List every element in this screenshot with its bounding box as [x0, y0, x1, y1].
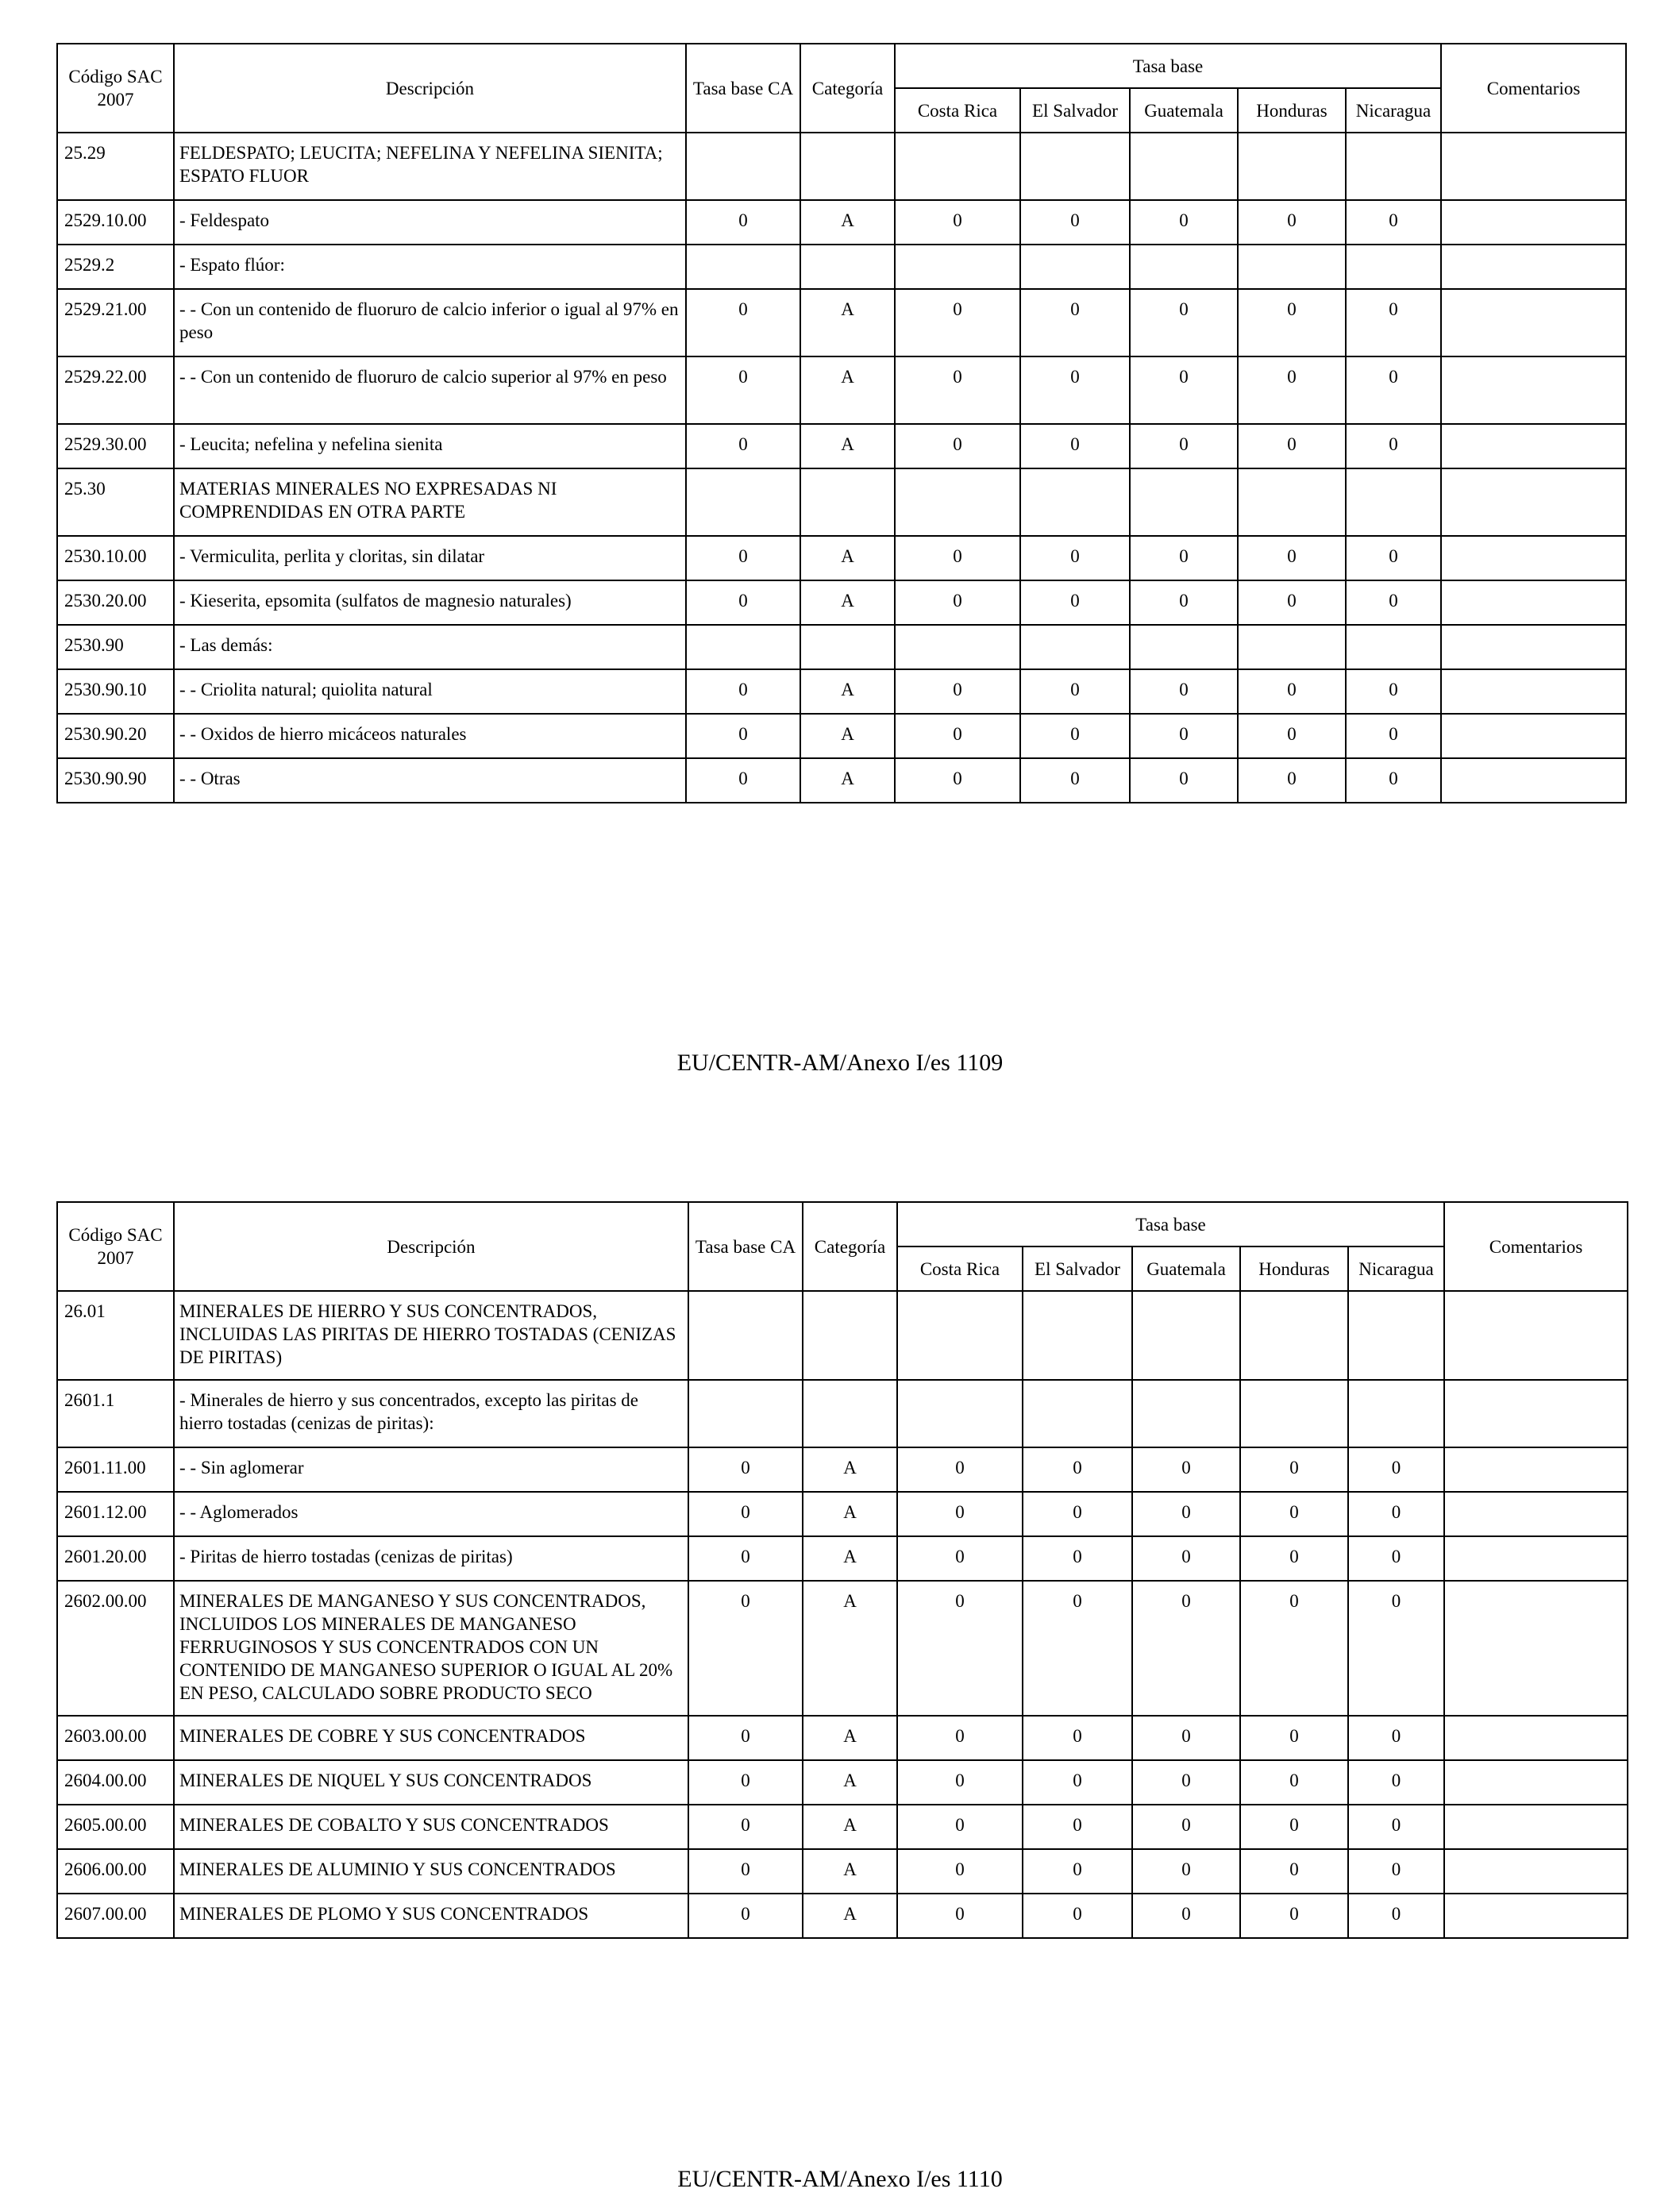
cell-categoria	[800, 133, 895, 200]
header-categoria: Categoría	[803, 1202, 897, 1291]
cell-codigo: 2530.90.20	[57, 714, 174, 758]
table-row	[57, 536, 1626, 580]
table-row	[57, 1805, 1628, 1849]
cell-codigo: 2530.90.10	[57, 669, 174, 714]
cell-descripcion: MINERALES DE COBRE Y SUS CONCENTRADOS	[174, 1716, 688, 1760]
cell-el-salvador: 0	[1023, 1581, 1132, 1716]
cell-codigo: 2601.11.00	[57, 1447, 174, 1492]
cell-nicaragua: 0	[1346, 536, 1441, 580]
cell-comentarios	[1441, 625, 1626, 669]
cell-honduras	[1240, 1291, 1348, 1380]
cell-tasa-base-ca: 0	[688, 1536, 803, 1581]
cell-honduras: 0	[1238, 200, 1346, 245]
cell-el-salvador	[1023, 1291, 1132, 1380]
table-row	[57, 625, 1626, 669]
table-body	[57, 1291, 1628, 1938]
cell-descripcion: MINERALES DE NIQUEL Y SUS CONCENTRADOS	[174, 1760, 688, 1805]
cell-nicaragua: 0	[1346, 758, 1441, 803]
cell-guatemala: 0	[1132, 1805, 1240, 1849]
header-tasa-base-ca: Tasa base CA	[686, 44, 800, 133]
cell-honduras: 0	[1238, 356, 1346, 424]
cell-el-salvador	[1020, 245, 1130, 289]
cell-descripcion: - Vermiculita, perlita y cloritas, sin dilatar	[174, 536, 686, 580]
cell-nicaragua	[1346, 133, 1441, 200]
cell-comentarios	[1441, 758, 1626, 803]
cell-tasa-base-ca: 0	[686, 356, 800, 424]
cell-honduras: 0	[1240, 1536, 1348, 1581]
cell-comentarios	[1441, 468, 1626, 536]
cell-nicaragua: 0	[1348, 1894, 1444, 1938]
cell-codigo: 2529.2	[57, 245, 174, 289]
cell-codigo: 2604.00.00	[57, 1760, 174, 1805]
cell-tasa-base-ca: 0	[686, 424, 800, 468]
cell-guatemala: 0	[1130, 356, 1238, 424]
cell-el-salvador: 0	[1023, 1805, 1132, 1849]
cell-comentarios	[1441, 356, 1626, 424]
table-row	[57, 1894, 1628, 1938]
cell-comentarios	[1444, 1291, 1628, 1380]
cell-descripcion: - - Otras	[174, 758, 686, 803]
cell-el-salvador	[1020, 625, 1130, 669]
cell-tasa-base-ca: 0	[686, 536, 800, 580]
table-row	[57, 714, 1626, 758]
cell-codigo: 26.01	[57, 1291, 174, 1380]
cell-descripcion: - Kieserita, epsomita (sulfatos de magnesio naturales)	[174, 580, 686, 625]
cell-nicaragua: 0	[1346, 424, 1441, 468]
cell-comentarios	[1441, 289, 1626, 356]
cell-descripcion: - Feldespato	[174, 200, 686, 245]
cell-descripcion: MATERIAS MINERALES NO EXPRESADAS NI COMPRENDIDAS EN OTRA PARTE	[174, 468, 686, 536]
cell-comentarios	[1441, 245, 1626, 289]
cell-honduras: 0	[1240, 1447, 1348, 1492]
cell-guatemala: 0	[1130, 758, 1238, 803]
cell-guatemala	[1130, 133, 1238, 200]
cell-nicaragua	[1348, 1380, 1444, 1447]
cell-nicaragua	[1346, 245, 1441, 289]
header-honduras: Honduras	[1238, 88, 1346, 133]
cell-tasa-base-ca: 0	[686, 758, 800, 803]
table-row	[57, 1291, 1628, 1380]
cell-guatemala: 0	[1130, 289, 1238, 356]
cell-codigo: 2601.20.00	[57, 1536, 174, 1581]
cell-guatemala	[1130, 468, 1238, 536]
header-el-salvador: El Salvador	[1023, 1246, 1132, 1291]
cell-costa-rica: 0	[897, 1581, 1023, 1716]
cell-comentarios	[1444, 1894, 1628, 1938]
cell-costa-rica	[895, 625, 1020, 669]
cell-honduras: 0	[1238, 289, 1346, 356]
cell-tasa-base-ca: 0	[688, 1760, 803, 1805]
cell-el-salvador: 0	[1023, 1894, 1132, 1938]
cell-nicaragua: 0	[1346, 669, 1441, 714]
cell-categoria	[803, 1291, 897, 1380]
cell-descripcion: MINERALES DE HIERRO Y SUS CONCENTRADOS, INCLUIDAS LAS PIRITAS DE HIERRO TOSTADAS (CENIZAS DE PIRITAS)	[174, 1291, 688, 1380]
cell-codigo: 2530.90.90	[57, 758, 174, 803]
cell-tasa-base-ca	[688, 1291, 803, 1380]
cell-categoria: A	[800, 714, 895, 758]
cell-descripcion: - - Oxidos de hierro micáceos naturales	[174, 714, 686, 758]
cell-comentarios	[1441, 133, 1626, 200]
cell-categoria: A	[803, 1492, 897, 1536]
cell-comentarios	[1444, 1536, 1628, 1581]
cell-descripcion: - Minerales de hierro y sus concentrados, excepto las piritas de hierro tostadas (cenizas de piritas):	[174, 1380, 688, 1447]
cell-categoria	[800, 625, 895, 669]
cell-descripcion: - - Sin aglomerar	[174, 1447, 688, 1492]
cell-costa-rica	[895, 245, 1020, 289]
header-tasa-base: Tasa base	[897, 1202, 1444, 1246]
header-nicaragua: Nicaragua	[1348, 1246, 1444, 1291]
table-row	[57, 200, 1626, 245]
cell-el-salvador: 0	[1020, 200, 1130, 245]
cell-guatemala: 0	[1132, 1447, 1240, 1492]
cell-nicaragua	[1346, 625, 1441, 669]
cell-categoria: A	[800, 200, 895, 245]
cell-honduras: 0	[1238, 580, 1346, 625]
cell-codigo: 2530.20.00	[57, 580, 174, 625]
cell-el-salvador: 0	[1023, 1760, 1132, 1805]
cell-el-salvador: 0	[1020, 758, 1130, 803]
cell-comentarios	[1441, 536, 1626, 580]
cell-tasa-base-ca: 0	[688, 1805, 803, 1849]
cell-codigo: 2530.90	[57, 625, 174, 669]
cell-guatemala: 0	[1130, 424, 1238, 468]
cell-guatemala: 0	[1130, 669, 1238, 714]
table-header	[57, 44, 1626, 133]
cell-comentarios	[1441, 580, 1626, 625]
cell-categoria: A	[803, 1760, 897, 1805]
cell-nicaragua	[1346, 468, 1441, 536]
cell-guatemala: 0	[1132, 1536, 1240, 1581]
table-header	[57, 1202, 1628, 1291]
cell-nicaragua: 0	[1348, 1716, 1444, 1760]
cell-tasa-base-ca	[686, 133, 800, 200]
cell-codigo: 2530.10.00	[57, 536, 174, 580]
cell-categoria: A	[803, 1581, 897, 1716]
cell-honduras: 0	[1240, 1760, 1348, 1805]
cell-categoria	[800, 245, 895, 289]
cell-el-salvador: 0	[1020, 289, 1130, 356]
cell-tasa-base-ca: 0	[688, 1894, 803, 1938]
cell-costa-rica: 0	[895, 580, 1020, 625]
header-tasa-base-ca: Tasa base CA	[688, 1202, 803, 1291]
cell-comentarios	[1441, 669, 1626, 714]
table-row	[57, 289, 1626, 356]
cell-guatemala: 0	[1130, 580, 1238, 625]
cell-el-salvador: 0	[1020, 580, 1130, 625]
cell-costa-rica	[897, 1291, 1023, 1380]
table-row	[57, 1760, 1628, 1805]
header-costa-rica: Costa Rica	[897, 1246, 1023, 1291]
cell-honduras: 0	[1238, 424, 1346, 468]
cell-guatemala: 0	[1132, 1492, 1240, 1536]
header-comentarios: Comentarios	[1441, 44, 1626, 133]
cell-costa-rica: 0	[897, 1805, 1023, 1849]
cell-nicaragua: 0	[1346, 289, 1441, 356]
cell-descripcion: - Las demás:	[174, 625, 686, 669]
header-costa-rica: Costa Rica	[895, 88, 1020, 133]
cell-el-salvador: 0	[1023, 1716, 1132, 1760]
cell-honduras: 0	[1238, 669, 1346, 714]
cell-guatemala: 0	[1132, 1581, 1240, 1716]
table-row	[57, 245, 1626, 289]
cell-costa-rica	[895, 133, 1020, 200]
cell-categoria: A	[800, 669, 895, 714]
cell-descripcion: - Leucita; nefelina y nefelina sienita	[174, 424, 686, 468]
table-row	[57, 468, 1626, 536]
header-honduras: Honduras	[1240, 1246, 1348, 1291]
cell-el-salvador: 0	[1023, 1447, 1132, 1492]
cell-guatemala: 0	[1132, 1760, 1240, 1805]
cell-honduras	[1240, 1380, 1348, 1447]
cell-nicaragua: 0	[1348, 1447, 1444, 1492]
cell-categoria: A	[803, 1849, 897, 1894]
table-row	[57, 1716, 1628, 1760]
cell-nicaragua: 0	[1348, 1805, 1444, 1849]
cell-honduras: 0	[1240, 1894, 1348, 1938]
cell-comentarios	[1441, 714, 1626, 758]
header-nicaragua: Nicaragua	[1346, 88, 1441, 133]
cell-el-salvador: 0	[1020, 669, 1130, 714]
cell-descripcion: MINERALES DE COBALTO Y SUS CONCENTRADOS	[174, 1805, 688, 1849]
cell-costa-rica: 0	[897, 1716, 1023, 1760]
cell-el-salvador	[1020, 133, 1130, 200]
table-row	[57, 1380, 1628, 1447]
header-codigo: Código SAC 2007	[57, 44, 174, 133]
cell-honduras	[1238, 625, 1346, 669]
cell-honduras: 0	[1240, 1849, 1348, 1894]
cell-codigo: 25.29	[57, 133, 174, 200]
table-body	[57, 133, 1626, 803]
cell-honduras: 0	[1238, 758, 1346, 803]
cell-el-salvador: 0	[1020, 536, 1130, 580]
cell-el-salvador	[1023, 1380, 1132, 1447]
cell-costa-rica	[895, 468, 1020, 536]
cell-codigo: 25.30	[57, 468, 174, 536]
cell-comentarios	[1444, 1380, 1628, 1447]
cell-nicaragua: 0	[1348, 1849, 1444, 1894]
cell-descripcion: - Piritas de hierro tostadas (cenizas de piritas)	[174, 1536, 688, 1581]
header-descripcion: Descripción	[174, 44, 686, 133]
cell-descripcion: - - Aglomerados	[174, 1492, 688, 1536]
header-comentarios: Comentarios	[1444, 1202, 1628, 1291]
cell-categoria	[803, 1380, 897, 1447]
header-guatemala: Guatemala	[1132, 1246, 1240, 1291]
cell-tasa-base-ca: 0	[688, 1581, 803, 1716]
cell-nicaragua: 0	[1348, 1492, 1444, 1536]
cell-el-salvador: 0	[1023, 1492, 1132, 1536]
cell-guatemala	[1130, 245, 1238, 289]
cell-descripcion: FELDESPATO; LEUCITA; NEFELINA Y NEFELINA SIENITA; ESPATO FLUOR	[174, 133, 686, 200]
cell-comentarios	[1444, 1849, 1628, 1894]
cell-descripcion: - - Con un contenido de fluoruro de calcio superior al 97% en peso	[174, 356, 686, 424]
table-row	[57, 1536, 1628, 1581]
table-row	[57, 1447, 1628, 1492]
cell-costa-rica: 0	[895, 289, 1020, 356]
cell-comentarios	[1441, 200, 1626, 245]
cell-costa-rica: 0	[895, 714, 1020, 758]
table-row	[57, 356, 1626, 424]
cell-categoria: A	[800, 758, 895, 803]
cell-costa-rica: 0	[895, 669, 1020, 714]
cell-guatemala: 0	[1130, 536, 1238, 580]
cell-categoria: A	[803, 1716, 897, 1760]
cell-tasa-base-ca: 0	[686, 714, 800, 758]
cell-nicaragua: 0	[1346, 356, 1441, 424]
cell-nicaragua: 0	[1348, 1760, 1444, 1805]
cell-honduras	[1238, 133, 1346, 200]
cell-costa-rica: 0	[895, 758, 1020, 803]
table-row	[57, 133, 1626, 200]
header-el-salvador: El Salvador	[1020, 88, 1130, 133]
cell-costa-rica	[897, 1380, 1023, 1447]
cell-tasa-base-ca	[688, 1380, 803, 1447]
cell-el-salvador: 0	[1020, 356, 1130, 424]
cell-honduras: 0	[1240, 1716, 1348, 1760]
cell-honduras: 0	[1240, 1581, 1348, 1716]
cell-descripcion: MINERALES DE PLOMO Y SUS CONCENTRADOS	[174, 1894, 688, 1938]
cell-tasa-base-ca: 0	[686, 669, 800, 714]
cell-codigo: 2606.00.00	[57, 1849, 174, 1894]
cell-nicaragua	[1348, 1291, 1444, 1380]
cell-guatemala: 0	[1132, 1849, 1240, 1894]
cell-comentarios	[1441, 424, 1626, 468]
cell-codigo: 2529.30.00	[57, 424, 174, 468]
tariff-table-page-2	[56, 1201, 1628, 1939]
header-descripcion: Descripción	[174, 1202, 688, 1291]
tariff-table-page-1	[56, 43, 1627, 803]
cell-categoria: A	[800, 580, 895, 625]
cell-codigo: 2603.00.00	[57, 1716, 174, 1760]
cell-el-salvador: 0	[1023, 1849, 1132, 1894]
cell-honduras: 0	[1238, 536, 1346, 580]
cell-guatemala	[1130, 625, 1238, 669]
cell-tasa-base-ca	[686, 625, 800, 669]
cell-honduras: 0	[1240, 1492, 1348, 1536]
cell-tasa-base-ca: 0	[688, 1849, 803, 1894]
cell-codigo: 2529.10.00	[57, 200, 174, 245]
cell-comentarios	[1444, 1805, 1628, 1849]
cell-tasa-base-ca: 0	[686, 289, 800, 356]
cell-costa-rica: 0	[897, 1849, 1023, 1894]
cell-guatemala: 0	[1130, 200, 1238, 245]
header-tasa-base: Tasa base	[895, 44, 1441, 88]
cell-comentarios	[1444, 1581, 1628, 1716]
cell-descripcion: - Espato flúor:	[174, 245, 686, 289]
cell-nicaragua: 0	[1346, 714, 1441, 758]
cell-tasa-base-ca: 0	[688, 1447, 803, 1492]
cell-codigo: 2529.21.00	[57, 289, 174, 356]
cell-tasa-base-ca	[686, 245, 800, 289]
cell-nicaragua: 0	[1346, 580, 1441, 625]
cell-tasa-base-ca: 0	[688, 1492, 803, 1536]
cell-categoria: A	[803, 1805, 897, 1849]
table-row	[57, 1849, 1628, 1894]
cell-categoria: A	[803, 1447, 897, 1492]
page-footer-1: EU/CENTR-AM/Anexo I/es 1109	[676, 1050, 1004, 1076]
cell-descripcion: MINERALES DE ALUMINIO Y SUS CONCENTRADOS	[174, 1849, 688, 1894]
cell-categoria: A	[800, 289, 895, 356]
cell-costa-rica: 0	[897, 1492, 1023, 1536]
page-footer-2: EU/CENTR-AM/Anexo I/es 1110	[677, 2166, 1003, 2192]
cell-codigo: 2601.12.00	[57, 1492, 174, 1536]
cell-el-salvador	[1020, 468, 1130, 536]
cell-descripcion: MINERALES DE MANGANESO Y SUS CONCENTRADOS, INCLUIDOS LOS MINERALES DE MANGANESO FERRUGINOSOS Y SUS CONCENTRADOS CON UN CONTENIDO DE MANGANESO SUPERIOR O IGUAL AL 20% EN PESO, CALCULADO SOBRE PRODUCTO SECO	[174, 1581, 688, 1716]
table-row	[57, 424, 1626, 468]
cell-costa-rica: 0	[895, 536, 1020, 580]
cell-categoria: A	[803, 1894, 897, 1938]
cell-descripcion: - - Criolita natural; quiolita natural	[174, 669, 686, 714]
cell-codigo: 2605.00.00	[57, 1805, 174, 1849]
cell-comentarios	[1444, 1447, 1628, 1492]
cell-nicaragua: 0	[1348, 1581, 1444, 1716]
cell-honduras	[1238, 245, 1346, 289]
cell-guatemala	[1132, 1291, 1240, 1380]
cell-el-salvador: 0	[1023, 1536, 1132, 1581]
cell-codigo: 2529.22.00	[57, 356, 174, 424]
cell-comentarios	[1444, 1716, 1628, 1760]
cell-codigo: 2607.00.00	[57, 1894, 174, 1938]
table-row	[57, 758, 1626, 803]
cell-categoria: A	[800, 536, 895, 580]
cell-guatemala: 0	[1132, 1716, 1240, 1760]
cell-tasa-base-ca: 0	[686, 200, 800, 245]
cell-categoria: A	[800, 424, 895, 468]
cell-tasa-base-ca: 0	[686, 580, 800, 625]
table-row	[57, 1581, 1628, 1716]
cell-costa-rica: 0	[897, 1894, 1023, 1938]
cell-nicaragua: 0	[1348, 1536, 1444, 1581]
cell-el-salvador: 0	[1020, 424, 1130, 468]
cell-categoria	[800, 468, 895, 536]
cell-codigo: 2602.00.00	[57, 1581, 174, 1716]
cell-guatemala: 0	[1132, 1894, 1240, 1938]
cell-tasa-base-ca	[686, 468, 800, 536]
header-codigo: Código SAC 2007	[57, 1202, 174, 1291]
cell-honduras: 0	[1240, 1805, 1348, 1849]
cell-costa-rica: 0	[895, 424, 1020, 468]
cell-codigo: 2601.1	[57, 1380, 174, 1447]
cell-honduras: 0	[1238, 714, 1346, 758]
header-categoria: Categoría	[800, 44, 895, 133]
table-row	[57, 1492, 1628, 1536]
cell-comentarios	[1444, 1492, 1628, 1536]
cell-guatemala	[1132, 1380, 1240, 1447]
cell-categoria: A	[800, 356, 895, 424]
cell-descripcion: - - Con un contenido de fluoruro de calcio inferior o igual al 97% en peso	[174, 289, 686, 356]
cell-guatemala: 0	[1130, 714, 1238, 758]
cell-costa-rica: 0	[897, 1447, 1023, 1492]
cell-costa-rica: 0	[895, 356, 1020, 424]
header-guatemala: Guatemala	[1130, 88, 1238, 133]
cell-comentarios	[1444, 1760, 1628, 1805]
table-row	[57, 580, 1626, 625]
cell-nicaragua: 0	[1346, 200, 1441, 245]
cell-tasa-base-ca: 0	[688, 1716, 803, 1760]
cell-costa-rica: 0	[897, 1760, 1023, 1805]
cell-costa-rica: 0	[895, 200, 1020, 245]
cell-costa-rica: 0	[897, 1536, 1023, 1581]
cell-honduras	[1238, 468, 1346, 536]
cell-categoria: A	[803, 1536, 897, 1581]
table-row	[57, 669, 1626, 714]
cell-el-salvador: 0	[1020, 714, 1130, 758]
